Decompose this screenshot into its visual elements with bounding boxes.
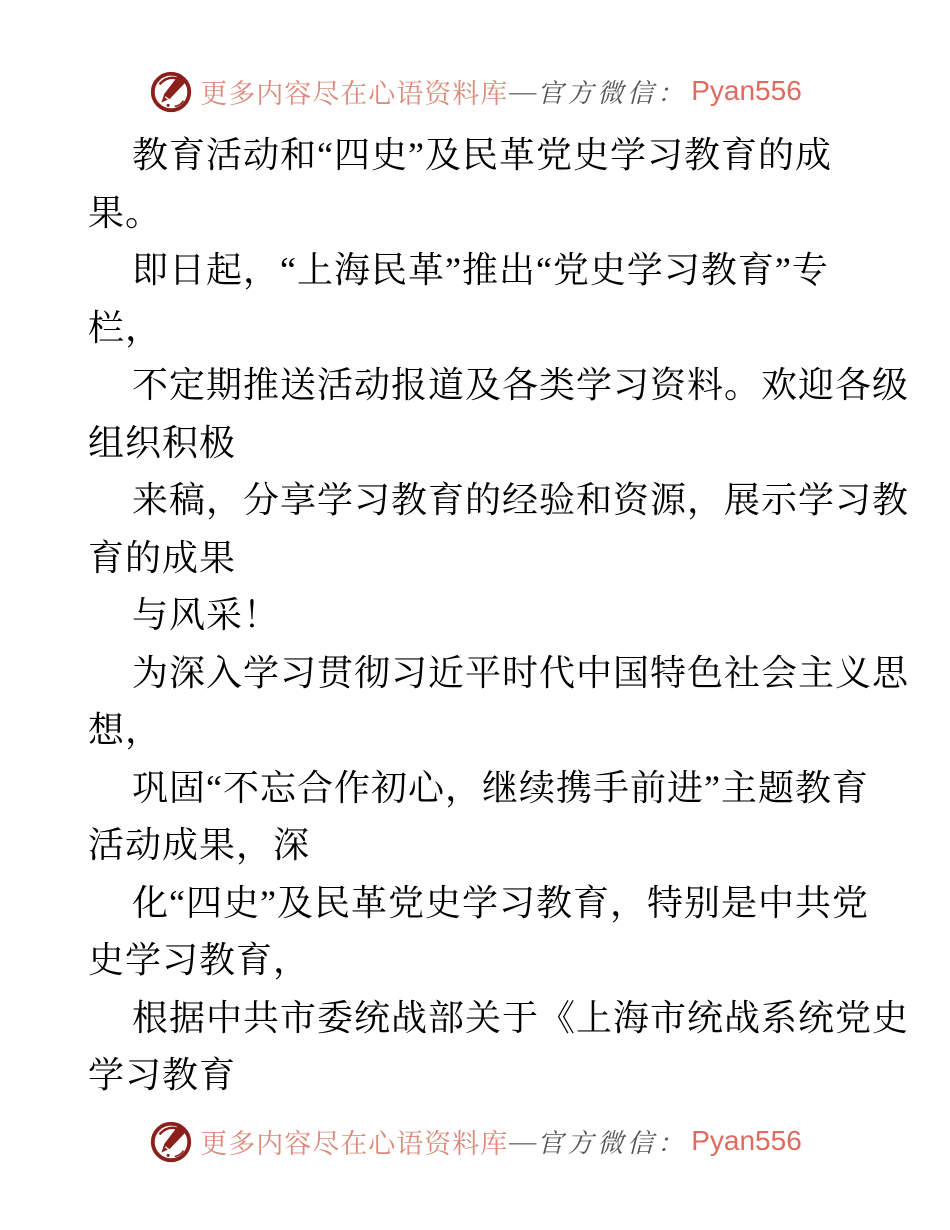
watermark-wechat-id: Pyan556 [691, 1125, 802, 1156]
document-line: 来稿，分享学习教育的经验和资源，展示学习教 [132, 480, 910, 521]
watermark-site-text: 更多内容尽在心语资料库 [200, 78, 509, 109]
watermark-footer [0, 1116, 950, 1166]
watermark-wechat-id: Pyan556 [691, 75, 802, 106]
document-line: 活动成果，深 [88, 825, 311, 866]
document-line: 根据中共市委统战部关于《上海市统战系统党史 [132, 997, 910, 1038]
document-line: 与风采！ [132, 595, 281, 636]
document-line: 化“四史”及民革党史学习教育，特别是中共党 [132, 882, 869, 923]
document-line: 想， [88, 710, 163, 751]
document-line: 史学习教育， [88, 940, 311, 981]
watermark-dash: — [509, 1125, 537, 1156]
document-line: 组织积极 [88, 422, 237, 463]
xinyu-logo-icon [148, 67, 194, 115]
document-line: 果。 [88, 192, 163, 233]
watermark-header [0, 66, 950, 116]
document-line: 为深入学习贯彻习近平时代中国特色社会主义思 [132, 652, 910, 693]
document-line: 栏， [88, 307, 163, 348]
document-line: 育的成果 [88, 537, 237, 578]
document-line: 学习教育 [88, 1055, 237, 1096]
xinyu-logo-icon [148, 1117, 194, 1165]
document-line: 不定期推送活动报道及各类学习资料。欢迎各级 [132, 365, 910, 406]
document-line: 巩固“不忘合作初心，继续携手前进”主题教育 [132, 767, 869, 808]
document-line: 即日起，“上海民革”推出“党史学习教育”专 [132, 250, 829, 291]
document-line: 教育活动和“四史”及民革党史学习教育的成 [132, 135, 832, 176]
watermark-dash: — [509, 75, 537, 106]
watermark-site-text: 更多内容尽在心语资料库 [200, 1128, 509, 1159]
watermark-wechat-label: 官方微信： [537, 78, 688, 108]
document-text-block [88, 124, 910, 1102]
watermark-wechat-label: 官方微信： [537, 1128, 688, 1158]
